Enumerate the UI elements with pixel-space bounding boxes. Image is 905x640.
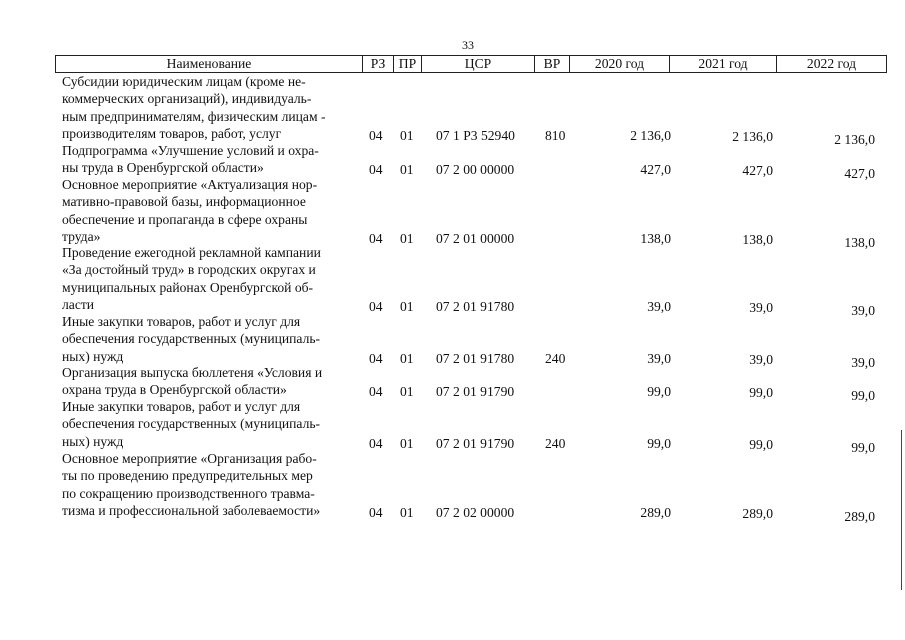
header-year-2022: 2022 год (806, 56, 857, 71)
row-csr: 07 1 Р3 52940 (436, 127, 515, 143)
row-value-2021: 99,0 (749, 385, 773, 401)
header-name: Наименование (56, 56, 363, 72)
row-vr: 810 (545, 127, 566, 143)
row-csr: 07 2 01 91780 (436, 350, 515, 366)
row-pr: 01 (400, 350, 414, 366)
header-pr: ПР (394, 56, 422, 72)
row-name-line: производителям товаров, работ, услуг (62, 125, 282, 141)
row-rz: 04 (369, 504, 383, 520)
row-csr: 07 2 01 91790 (436, 384, 515, 400)
row-pr: 01 (400, 384, 414, 400)
row-csr: 07 2 00 00000 (436, 162, 515, 178)
row-name (62, 450, 362, 519)
header-csr: ЦСР (422, 56, 535, 72)
page-number: 33 (462, 38, 474, 52)
row-name (62, 176, 362, 245)
row-name (62, 313, 362, 365)
row-value-2020: 289,0 (640, 504, 671, 520)
row-value-2020: 2 136,0 (630, 127, 671, 143)
row-name-line: тизма и профессиональной заболеваемости» (62, 502, 321, 518)
row-name-line: коммерческих организаций), индивидуаль- (62, 91, 312, 107)
row-pr: 01 (400, 504, 414, 520)
row-value-2022: 99,0 (851, 439, 875, 455)
row-pr: 01 (400, 127, 414, 143)
row-value-2021: 2 136,0 (732, 128, 773, 144)
row-name-line: ты по проведению предупредительных мер (62, 468, 313, 484)
row-name (62, 244, 362, 313)
row-name (62, 73, 362, 142)
row-name-line: мативно-правовой базы, информационное (62, 194, 306, 210)
row-rz: 04 (369, 298, 383, 314)
row-name-line: ны труда в Оренбургской области» (62, 160, 264, 176)
row-rz: 04 (369, 384, 383, 400)
row-value-2022: 138,0 (844, 234, 875, 250)
row-name-line: Субсидии юридическим лицам (кроме не- (62, 74, 306, 89)
row-name (62, 364, 362, 399)
row-name-line: Основное мероприятие «Актуализация нор- (62, 177, 318, 192)
row-name-line: ных) нужд (62, 348, 124, 364)
row-name-line: охрана труда в Оренбургской области» (62, 382, 287, 398)
header-vr: ВР (535, 56, 570, 72)
row-value-2020: 39,0 (647, 350, 671, 366)
row-name-line: труда» (62, 228, 101, 244)
row-value-2021: 99,0 (749, 436, 773, 452)
row-rz: 04 (369, 127, 383, 143)
row-name-line: Организация выпуска бюллетеня «Условия и (62, 365, 323, 380)
row-csr: 07 2 02 00000 (436, 504, 515, 520)
row-value-2021: 289,0 (742, 505, 773, 521)
row-value-2020: 99,0 (647, 435, 671, 451)
row-pr: 01 (400, 298, 414, 314)
row-name-line: по сокращению производственного травма- (62, 485, 315, 501)
row-pr: 01 (400, 435, 414, 451)
row-csr: 07 2 01 00000 (436, 230, 515, 246)
row-value-2020: 427,0 (640, 162, 671, 178)
header-year-2021: 2021 год (670, 56, 777, 72)
row-name (62, 398, 362, 450)
row-pr: 01 (400, 230, 414, 246)
row-name-line: Подпрограмма «Улучшение условий и охра- (62, 143, 319, 158)
row-value-2020: 39,0 (647, 298, 671, 314)
row-name-line: Основное мероприятие «Организация рабо- (62, 451, 317, 466)
row-name (62, 142, 362, 177)
row-value-2021: 39,0 (749, 351, 773, 367)
row-rz: 04 (369, 162, 383, 178)
header-year-2020: 2020 год (570, 56, 670, 72)
row-value-2022: 99,0 (851, 388, 875, 404)
row-value-2022: 289,0 (844, 508, 875, 524)
row-value-2022: 427,0 (844, 166, 875, 182)
row-name-line: ным предпринимателям, физическим лицам - (62, 108, 326, 124)
row-vr: 240 (545, 435, 566, 451)
row-name-line: обеспечения государственных (муниципаль- (62, 416, 321, 432)
row-name-line: Иные закупки товаров, работ и услуг для (62, 314, 301, 329)
header-rz: РЗ (363, 56, 394, 72)
row-rz: 04 (369, 230, 383, 246)
scan-edge-line (901, 430, 902, 590)
row-name-line: ных) нужд (62, 433, 124, 449)
row-value-2021: 39,0 (749, 299, 773, 315)
row-value-2020: 99,0 (647, 384, 671, 400)
row-name-line: Иные закупки товаров, работ и услуг для (62, 399, 301, 414)
row-name-line: ласти (62, 296, 95, 312)
row-rz: 04 (369, 435, 383, 451)
row-name-line: обеспечение и пропаганда в сфере охраны (62, 211, 308, 227)
row-value-2020: 138,0 (640, 230, 671, 246)
row-value-2021: 427,0 (742, 163, 773, 179)
row-name-line: муниципальных районах Оренбургской об- (62, 279, 314, 295)
row-csr: 07 2 01 91790 (436, 435, 515, 451)
row-name-line: «За достойный труд» в городских округах и (62, 262, 316, 278)
row-name-line: обеспечения государственных (муниципаль- (62, 331, 321, 347)
row-vr: 240 (545, 350, 566, 366)
row-name-line: Проведение ежегодной рекламной кампании (62, 245, 321, 260)
row-value-2022: 39,0 (851, 354, 875, 370)
table-header (55, 55, 887, 73)
row-pr: 01 (400, 162, 414, 178)
row-csr: 07 2 01 91780 (436, 298, 515, 314)
row-rz: 04 (369, 350, 383, 366)
row-value-2022: 39,0 (851, 302, 875, 318)
row-value-2022: 2 136,0 (834, 131, 875, 147)
row-value-2021: 138,0 (742, 231, 773, 247)
